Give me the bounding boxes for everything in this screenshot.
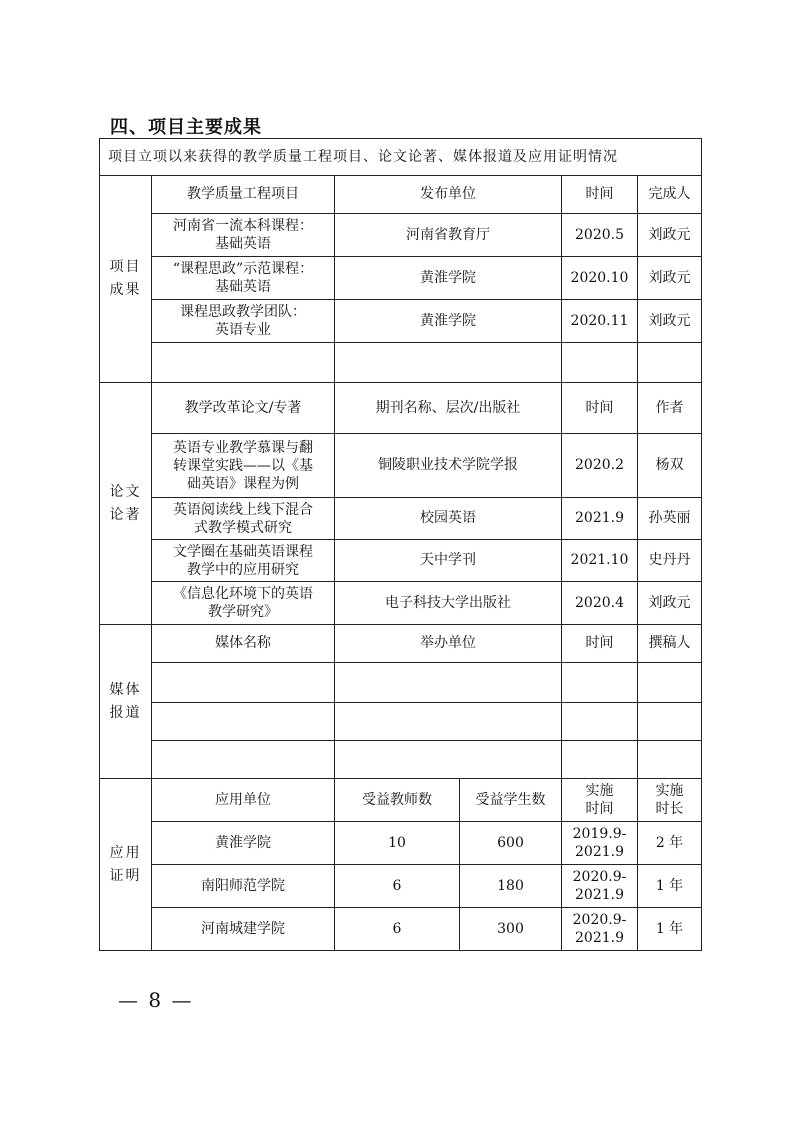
- table-row: [100, 865, 702, 908]
- project-person: 刘政元: [638, 214, 702, 257]
- paper-author: 史丹丹: [638, 540, 702, 582]
- paper-time: 2020.2: [562, 434, 638, 498]
- project-name: 课程思政教学团队： 英语专业: [152, 300, 335, 343]
- col-header: 教学改革论文/专著: [152, 383, 335, 434]
- application-students: 600: [460, 822, 562, 865]
- project-unit: 河南省教育厅: [335, 214, 562, 257]
- table-row: [100, 257, 702, 300]
- application-students: 300: [460, 908, 562, 951]
- application-teachers: 6: [335, 865, 460, 908]
- empty-row: [100, 703, 702, 741]
- table-row: [100, 540, 702, 582]
- project-name: “课程思政”示范课程： 基础英语: [152, 257, 335, 300]
- achievements-table: [99, 138, 702, 951]
- project-person: 刘政元: [638, 257, 702, 300]
- section-label-application: 应用 证明: [100, 779, 152, 951]
- col-header: 媒体名称: [152, 625, 335, 663]
- col-header: 应用单位: [152, 779, 335, 822]
- table-row: [100, 214, 702, 257]
- table-row: [100, 822, 702, 865]
- col-header: 教学质量工程项目: [152, 176, 335, 214]
- empty-row: [100, 663, 702, 703]
- section-label-papers: 论文 论著: [100, 383, 152, 625]
- application-unit: 河南城建学院: [152, 908, 335, 951]
- page-number: — 8 —: [118, 988, 194, 1012]
- col-header: 受益教师数: [335, 779, 460, 822]
- paper-title: 英语阅读线上线下混合 式教学模式研究: [152, 498, 335, 540]
- paper-author: 孙英丽: [638, 498, 702, 540]
- application-teachers: 6: [335, 908, 460, 951]
- paper-author: 刘政元: [638, 582, 702, 625]
- col-header: 受益学生数: [460, 779, 562, 822]
- paper-time: 2020.4: [562, 582, 638, 625]
- col-header: 作者: [638, 383, 702, 434]
- col-header: 时间: [562, 176, 638, 214]
- application-duration: 2 年: [638, 822, 702, 865]
- paper-author: 杨双: [638, 434, 702, 498]
- project-unit: 黄淮学院: [335, 300, 562, 343]
- table-intro: 项目立项以来获得的教学质量工程项目、论文论著、媒体报道及应用证明情况: [100, 139, 702, 176]
- table-row: [100, 908, 702, 951]
- col-header: 发布单位: [335, 176, 562, 214]
- application-duration: 1 年: [638, 865, 702, 908]
- application-period: 2020.9- 2021.9: [562, 908, 638, 951]
- application-unit: 黄淮学院: [152, 822, 335, 865]
- col-header: 时间: [562, 625, 638, 663]
- project-unit: 黄淮学院: [335, 257, 562, 300]
- application-teachers: 10: [335, 822, 460, 865]
- col-header: 期刊名称、层次/出版社: [335, 383, 562, 434]
- col-header: 举办单位: [335, 625, 562, 663]
- project-person: 刘政元: [638, 300, 702, 343]
- paper-title: 英语专业教学慕课与翻 转课堂实践——以《基 础英语》课程为例: [152, 434, 335, 498]
- col-header: 实施 时长: [638, 779, 702, 822]
- table-row: [100, 582, 702, 625]
- table-row: [100, 300, 702, 343]
- table-row: [100, 434, 702, 498]
- paper-time: 2021.10: [562, 540, 638, 582]
- section-label-media: 媒体 报道: [100, 625, 152, 779]
- paper-journal: 电子科技大学出版社: [335, 582, 562, 625]
- application-period: 2020.9- 2021.9: [562, 865, 638, 908]
- application-duration: 1 年: [638, 908, 702, 951]
- application-students: 180: [460, 865, 562, 908]
- col-header: 完成人: [638, 176, 702, 214]
- empty-row: [100, 741, 702, 779]
- section-label-projects: 项目 成果: [100, 176, 152, 383]
- paper-title: 《信息化环境下的英语 教学研究》: [152, 582, 335, 625]
- paper-time: 2021.9: [562, 498, 638, 540]
- paper-title: 文学圈在基础英语课程 教学中的应用研究: [152, 540, 335, 582]
- section-heading: 四、项目主要成果: [110, 117, 262, 138]
- empty-row: [100, 343, 702, 383]
- col-header: 时间: [562, 383, 638, 434]
- project-name: 河南省一流本科课程： 基础英语: [152, 214, 335, 257]
- paper-journal: 校园英语: [335, 498, 562, 540]
- project-time: 2020.5: [562, 214, 638, 257]
- project-time: 2020.10: [562, 257, 638, 300]
- paper-journal: 天中学刊: [335, 540, 562, 582]
- table-row: [100, 498, 702, 540]
- paper-journal: 铜陵职业技术学院学报: [335, 434, 562, 498]
- project-time: 2020.11: [562, 300, 638, 343]
- application-period: 2019.9- 2021.9: [562, 822, 638, 865]
- col-header: 实施 时间: [562, 779, 638, 822]
- application-unit: 南阳师范学院: [152, 865, 335, 908]
- col-header: 撰稿人: [638, 625, 702, 663]
